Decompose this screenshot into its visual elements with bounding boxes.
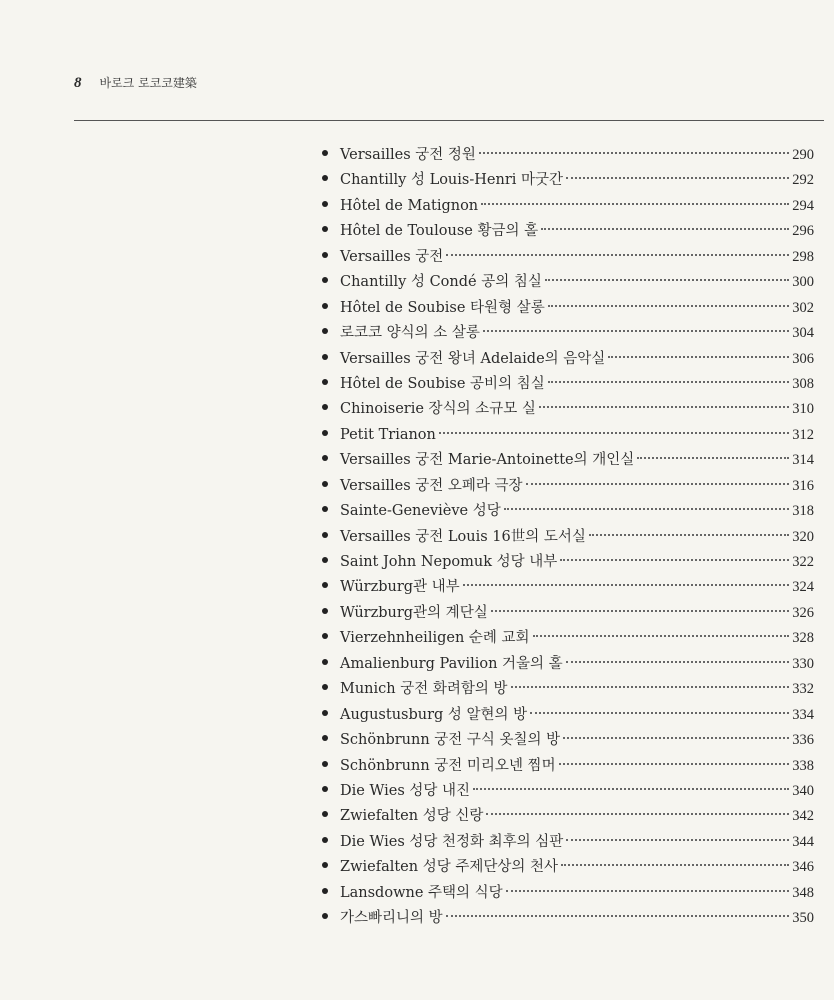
- toc-entry-title: Munich 궁전 화려함의 방: [340, 681, 508, 698]
- bullet-icon: [322, 913, 328, 919]
- bullet-icon: [322, 735, 328, 741]
- dot-leader: [566, 177, 789, 179]
- bullet-icon: [322, 354, 328, 360]
- toc-entry: [322, 626, 814, 651]
- dot-leader: [439, 432, 789, 434]
- bullet-icon: [322, 684, 328, 690]
- toc-entry: [322, 347, 814, 372]
- dot-leader: [486, 813, 789, 815]
- toc-entry-page: 338: [792, 757, 814, 774]
- dot-leader: [559, 763, 790, 765]
- toc-entry-title: 가스빠리니의 방: [340, 910, 443, 927]
- toc-entry: [322, 830, 814, 855]
- dot-leader: [446, 254, 789, 256]
- toc-entry-page: 344: [792, 833, 814, 850]
- toc-entry: [322, 855, 814, 880]
- toc-entry-page: 298: [792, 248, 814, 265]
- dot-leader: [473, 788, 789, 790]
- toc-entry-title: Chantilly 성 Condé 공의 침실: [340, 274, 542, 291]
- toc-entry: [322, 296, 814, 321]
- toc-entry-page: 346: [792, 859, 814, 876]
- toc-entry-title: Versailles 궁전 오페라 극장: [340, 477, 523, 494]
- dot-leader: [506, 890, 790, 892]
- toc-entry-page: 334: [792, 706, 814, 723]
- toc-entry-page: 292: [792, 172, 814, 189]
- bullet-icon: [322, 633, 328, 639]
- toc-entry-title: Hôtel de Soubise 공비의 침실: [340, 375, 545, 392]
- toc-entry-title: Würzburg관의 계단실: [340, 604, 488, 621]
- dot-leader: [479, 152, 789, 154]
- dot-leader: [539, 406, 789, 408]
- bullet-icon: [322, 455, 328, 461]
- page-header: [74, 74, 197, 92]
- toc-entry: [322, 397, 814, 422]
- toc-entry-title: Chinoiserie 장식의 소규모 실: [340, 401, 536, 418]
- toc-entry-page: 304: [792, 325, 814, 342]
- bullet-icon: [322, 201, 328, 207]
- toc-entry-title: Versailles 궁전 왕녀 Adelaide의 음악실: [340, 350, 606, 367]
- bullet-icon: [322, 252, 328, 258]
- toc-entry: [322, 779, 814, 804]
- toc-entry-title: Versailles 궁전: [340, 248, 444, 265]
- dot-leader: [548, 305, 790, 307]
- page-number: 8: [74, 75, 82, 91]
- toc-entry: [322, 575, 814, 600]
- toc-entry-page: 316: [792, 477, 814, 494]
- dot-leader: [491, 610, 790, 612]
- dot-leader: [533, 635, 790, 637]
- toc-entry-title: Petit Trianon: [340, 426, 436, 443]
- bullet-icon: [322, 557, 328, 563]
- toc-entry-title: Amalienburg Pavilion 거울의 홀: [340, 655, 563, 672]
- running-title: 바로크 로코코建築: [99, 76, 197, 90]
- dot-leader: [548, 381, 790, 383]
- toc-entry: [322, 525, 814, 550]
- toc-entry-title: Hôtel de Soubise 타원형 살롱: [340, 299, 545, 316]
- bullet-icon: [322, 582, 328, 588]
- dot-leader: [545, 279, 789, 281]
- toc-entry: [322, 423, 814, 448]
- toc-entry: [322, 270, 814, 295]
- toc-entry-page: 296: [792, 223, 814, 240]
- toc-entry: [322, 321, 814, 346]
- toc-entry-page: 314: [792, 452, 814, 469]
- toc-entry-title: Saint John Nepomuk 성당 내부: [340, 554, 558, 570]
- toc-entry-page: 306: [792, 350, 814, 367]
- dot-leader: [504, 508, 789, 510]
- dot-leader: [446, 915, 790, 917]
- toc-entry: [322, 550, 814, 575]
- toc-entry-page: 328: [792, 630, 814, 647]
- toc-entry: [322, 881, 814, 906]
- toc-entry-title: Zwiefalten 성당 주제단상의 천사: [340, 859, 558, 876]
- toc-entry-title: Chantilly 성 Louis-Henri 마굿간: [340, 172, 564, 189]
- toc-entry: [322, 703, 814, 728]
- toc-entry: [322, 906, 814, 931]
- toc-entry: [322, 372, 814, 397]
- toc-entry-title: Schönbrunn 궁전 구식 옷칠의 방: [340, 732, 561, 749]
- toc-entry-page: 336: [792, 732, 814, 749]
- toc-entry-title: Die Wies 성당 천정화 최후의 심판: [340, 833, 564, 850]
- dot-leader: [637, 457, 789, 459]
- dot-leader: [483, 330, 789, 332]
- toc-entry: [322, 474, 814, 499]
- bullet-icon: [322, 506, 328, 512]
- toc-entry-title: Hôtel de Toulouse 황금의 홀: [340, 223, 539, 240]
- toc-entry: [322, 754, 814, 779]
- table-of-contents: [322, 143, 814, 932]
- dot-leader: [608, 356, 789, 358]
- bullet-icon: [322, 430, 328, 436]
- toc-entry-page: 308: [792, 375, 814, 392]
- toc-entry-title: Versailles 궁전 Marie-Antoinette의 개인실: [340, 452, 635, 469]
- toc-entry-title: Versailles 궁전 정원: [340, 147, 476, 163]
- bullet-icon: [322, 532, 328, 538]
- bullet-icon: [322, 888, 328, 894]
- toc-entry-page: 312: [792, 426, 814, 443]
- dot-leader: [561, 864, 789, 866]
- toc-entry-title: Zwiefalten 성당 신랑: [340, 808, 484, 825]
- toc-entry-page: 348: [792, 884, 814, 901]
- toc-entry-page: 318: [792, 503, 814, 520]
- bullet-icon: [322, 608, 328, 614]
- toc-entry: [322, 677, 814, 702]
- bullet-icon: [322, 303, 328, 309]
- toc-entry-title: Schönbrunn 궁전 미리오넨 찜머: [340, 757, 556, 774]
- toc-entry-page: 290: [792, 147, 814, 163]
- bullet-icon: [322, 659, 328, 665]
- toc-entry-page: 310: [792, 401, 814, 418]
- toc-entry-title: Sainte-Geneviève 성당: [340, 503, 501, 520]
- toc-entry-page: 350: [792, 910, 814, 927]
- bullet-icon: [322, 379, 328, 385]
- toc-entry-page: 330: [792, 655, 814, 672]
- toc-entry-page: 324: [792, 579, 814, 596]
- toc-entry: [322, 448, 814, 473]
- dot-leader: [541, 228, 789, 230]
- toc-entry-title: Lansdowne 주택의 식당: [340, 884, 503, 901]
- dot-leader: [511, 686, 790, 688]
- toc-entry: [322, 219, 814, 244]
- toc-entry: [322, 499, 814, 524]
- dot-leader: [560, 559, 789, 561]
- bullet-icon: [322, 277, 328, 283]
- dot-leader: [463, 584, 790, 586]
- toc-entry: [322, 194, 814, 219]
- toc-entry-title: Vierzehnheiligen 순례 교회: [340, 630, 530, 647]
- toc-entry: [322, 728, 814, 753]
- bullet-icon: [322, 710, 328, 716]
- header-rule: [74, 120, 824, 121]
- toc-entry-page: 326: [792, 604, 814, 621]
- bullet-icon: [322, 328, 328, 334]
- bullet-icon: [322, 404, 328, 410]
- toc-entry-page: 302: [792, 299, 814, 316]
- toc-entry-page: 342: [792, 808, 814, 825]
- toc-entry: [322, 143, 814, 168]
- dot-leader: [589, 534, 789, 536]
- toc-entry: [322, 652, 814, 677]
- bullet-icon: [322, 811, 328, 817]
- toc-entry-title: Die Wies 성당 내진: [340, 782, 471, 799]
- dot-leader: [563, 737, 789, 739]
- toc-entry: [322, 804, 814, 829]
- bullet-icon: [322, 786, 328, 792]
- toc-entry: [322, 245, 814, 270]
- toc-entry-page: 320: [792, 528, 814, 545]
- toc-entry: [322, 168, 814, 193]
- bullet-icon: [322, 226, 328, 232]
- toc-entry: [322, 601, 814, 626]
- dot-leader: [526, 483, 790, 485]
- bullet-icon: [322, 761, 328, 767]
- toc-entry-title: 로코코 양식의 소 살롱: [340, 325, 480, 342]
- bullet-icon: [322, 150, 328, 156]
- toc-entry-page: 340: [792, 782, 814, 799]
- bullet-icon: [322, 862, 328, 868]
- dot-leader: [566, 661, 790, 663]
- bullet-icon: [322, 481, 328, 487]
- toc-entry-page: 332: [792, 681, 814, 698]
- dot-leader: [530, 712, 789, 714]
- toc-entry-title: Versailles 궁전 Louis 16世의 도서실: [340, 528, 586, 545]
- toc-entry-title: Hôtel de Matignon: [340, 197, 479, 214]
- bullet-icon: [322, 837, 328, 843]
- toc-entry-title: Augustusburg 성 알현의 방: [340, 706, 528, 723]
- dot-leader: [481, 203, 789, 205]
- dot-leader: [566, 839, 789, 841]
- toc-entry-page: 294: [792, 197, 814, 214]
- bullet-icon: [322, 175, 328, 181]
- toc-entry-title: Würzburg관 내부: [340, 579, 460, 596]
- toc-entry-page: 322: [792, 554, 814, 570]
- toc-entry-page: 300: [792, 274, 814, 291]
